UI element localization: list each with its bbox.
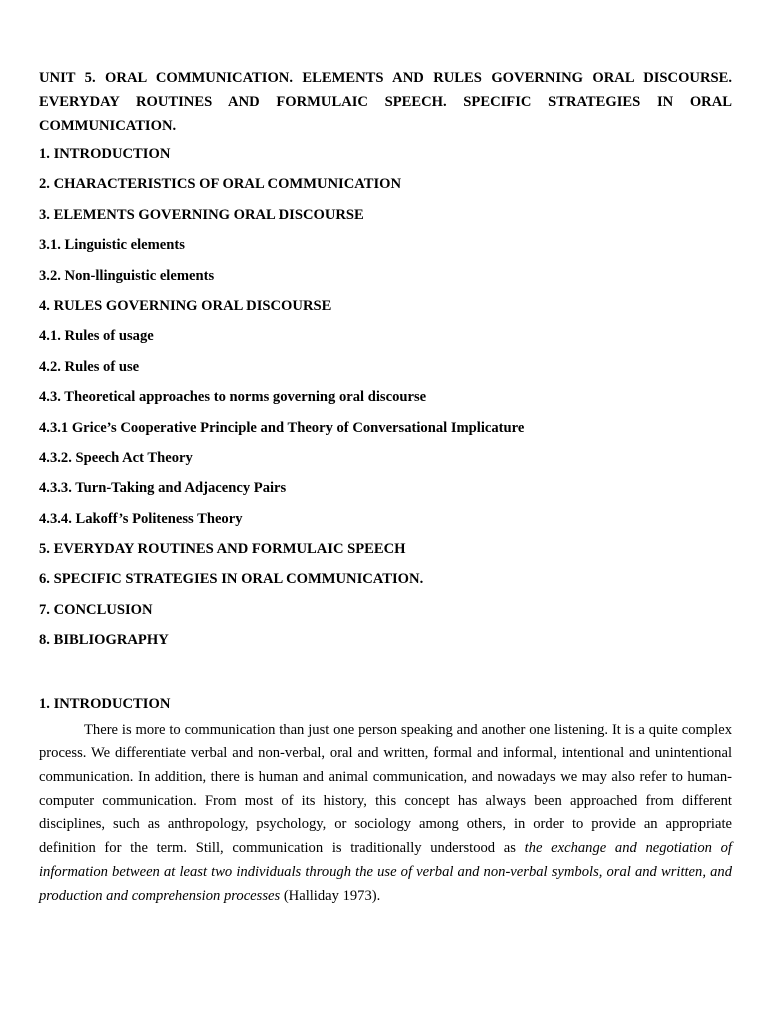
toc-item: 4.3.3. Turn-Taking and Adjacency Pairs (39, 480, 287, 497)
toc-item: 6. SPECIFIC STRATEGIES IN ORAL COMMUNICATION. (39, 571, 424, 588)
introduction-heading: 1. INTRODUCTION (39, 695, 171, 712)
toc-item: 4.2. Rules of use (39, 358, 140, 375)
toc-item: 4. RULES GOVERNING ORAL DISCOURSE (39, 297, 332, 314)
toc-item: 3.2. Non-llinguistic elements (39, 267, 215, 284)
table-of-contents (39, 144, 732, 661)
toc-item: 4.3. Theoretical approaches to norms governing oral discourse (39, 389, 427, 406)
toc-item: 7. CONCLUSION (39, 601, 153, 618)
toc-item: 8. BIBLIOGRAPHY (39, 632, 169, 649)
toc-item: 4.1. Rules of usage (39, 328, 154, 345)
definition-quote: the exchange and negotiation of information between at least two individuals through the use of verbal and non-verbal symbols, oral and written, and production and comprehension processes (39, 840, 732, 904)
document-page (39, 66, 732, 908)
toc-item: 4.3.1 Grice’s Cooperative Principle and Theory of Conversational Implicature (39, 419, 525, 436)
toc-item: 5. EVERYDAY ROUTINES AND FORMULAIC SPEECH (39, 541, 406, 558)
toc-item: 4.3.2. Speech Act Theory (39, 449, 193, 466)
toc-item: 3.1. Linguistic elements (39, 237, 185, 254)
introduction-text: There is more to communication than just one person speaking and another one listening. It is a quite complex process. We differentiate verbal and non-verbal, oral and written, formal and informal, intentional and unintentional communication. In addition, there is human and animal communication, and nowadays we may also refer to human-computer communication. From most of its history, this concept has always been approached from different disciplines, such as anthropology, psychology, or sociology among others, in order to provide an appropriate definition for the term. Still, communication is traditionally understood as (39, 721, 732, 857)
toc-item: 4.3.4. Lakoff’s Politeness Theory (39, 510, 243, 527)
citation: (Halliday 1973). (280, 887, 381, 904)
introduction-paragraph (39, 719, 732, 909)
toc-item: 3. ELEMENTS GOVERNING ORAL DISCOURSE (39, 206, 364, 223)
toc-item: 2. CHARACTERISTICS OF ORAL COMMUNICATION (39, 176, 402, 193)
toc-item: 1. INTRODUCTION (39, 146, 171, 162)
document-title: UNIT 5. ORAL COMMUNICATION. ELEMENTS AND RULES GOVERNING ORAL DISCOURSE. EVERYDAY ROUTINES AND FORMULAIC SPEECH. SPECIFIC STRATEGIES IN ORAL COMMUNICATION. (39, 70, 732, 134)
